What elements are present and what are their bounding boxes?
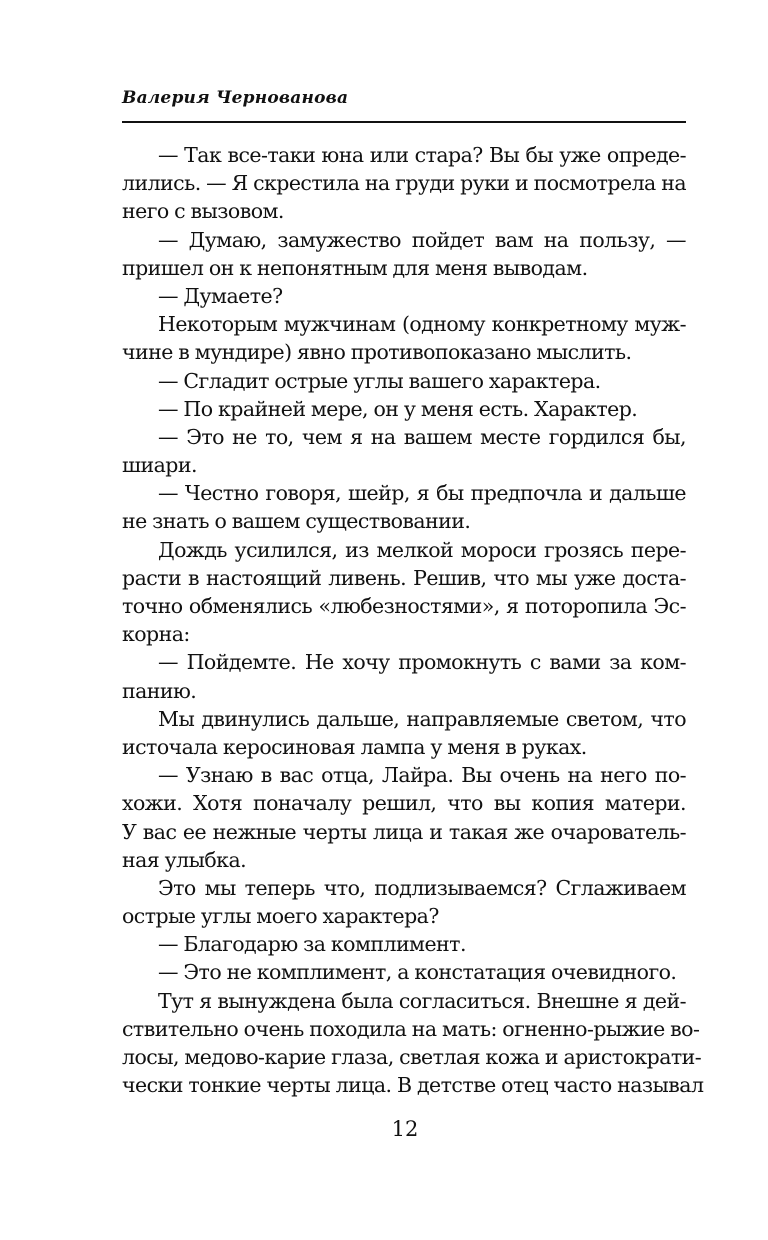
header-rule (122, 121, 686, 123)
text-line: Некоторым мужчинам (одному конкретному муж- (158, 312, 686, 337)
text-line: — Сгладит острые углы вашего характера. (158, 368, 601, 393)
text-line: острые углы моего характера? (122, 904, 439, 929)
text-line: лосы, медово-карие глаза, светлая кожа и аристократи- (122, 1045, 702, 1069)
text-line: источала керосиновая лампа у меня в руках. (122, 734, 587, 759)
text-line: — Так все-таки юна или стара? Вы бы уже опреде- (158, 143, 686, 167)
text-line: чески тонкие черты лица. В детстве отец часто называл (122, 1073, 704, 1098)
text-line: корна: (122, 622, 190, 647)
text-line: — Думаю, замужество пойдет вам на пользу, — (158, 227, 686, 252)
text-line: — Думаете? (158, 283, 283, 308)
text-line: ствительно очень походила на мать: огненно-рыжие во- (122, 1016, 700, 1041)
text-line: — Пойдемте. Не хочу промокнуть с вами за ком- (158, 650, 686, 675)
text-line: — Честно говоря, шейр, я бы предпочла и дальше (158, 481, 686, 506)
text-line: — Это не то, чем я на вашем месте гордился бы, (158, 424, 686, 449)
text-line: него с вызовом. (122, 199, 284, 224)
text-line: Это мы теперь что, подлизываемся? Сглаживаем (158, 875, 686, 900)
text-line: шиари. (122, 453, 197, 478)
text-line: — Узнаю в вас отца, Лайра. Вы очень на него по- (158, 763, 686, 788)
text-line: расти в настоящий ливень. Решив, что мы уже доста- (122, 565, 686, 590)
body-text (122, 141, 704, 1099)
text-line: — Это не комплимент, а констатация очевидного. (158, 960, 677, 985)
text-line: хожи. Хотя поначалу решил, что вы копия матери. (122, 791, 686, 816)
text-line: — Благодарю за комплимент. (158, 932, 466, 957)
running-head-author: Валерия Чернованова (122, 88, 349, 108)
text-line: не знать о вашем существовании. (122, 509, 471, 534)
text-line: пришел он к непонятным для меня выводам. (122, 255, 588, 280)
text-line: точно обменялись «любезностями», я поторопила Эс- (122, 594, 686, 618)
text-line: Тут я вынуждена была согласиться. Внешне я дей- (158, 988, 686, 1013)
text-line: Мы двинулись дальше, направляемые светом, что (158, 706, 686, 731)
text-line: лились. — Я скрестила на груди руки и посмотрела на (122, 171, 686, 196)
text-line: ная улыбка. (122, 847, 247, 872)
text-line: — По крайней мере, он у меня есть. Характер. (158, 396, 638, 421)
text-line: Дождь усилился, из мелкой мороси грозясь пере- (158, 537, 686, 562)
text-line: У вас ее нежные черты лица и такая же очарователь- (122, 819, 686, 844)
page-number: 12 (391, 1117, 419, 1141)
text-line: панию. (122, 678, 197, 703)
text-line: чине в мундире) явно противопоказано мыслить. (122, 340, 632, 365)
